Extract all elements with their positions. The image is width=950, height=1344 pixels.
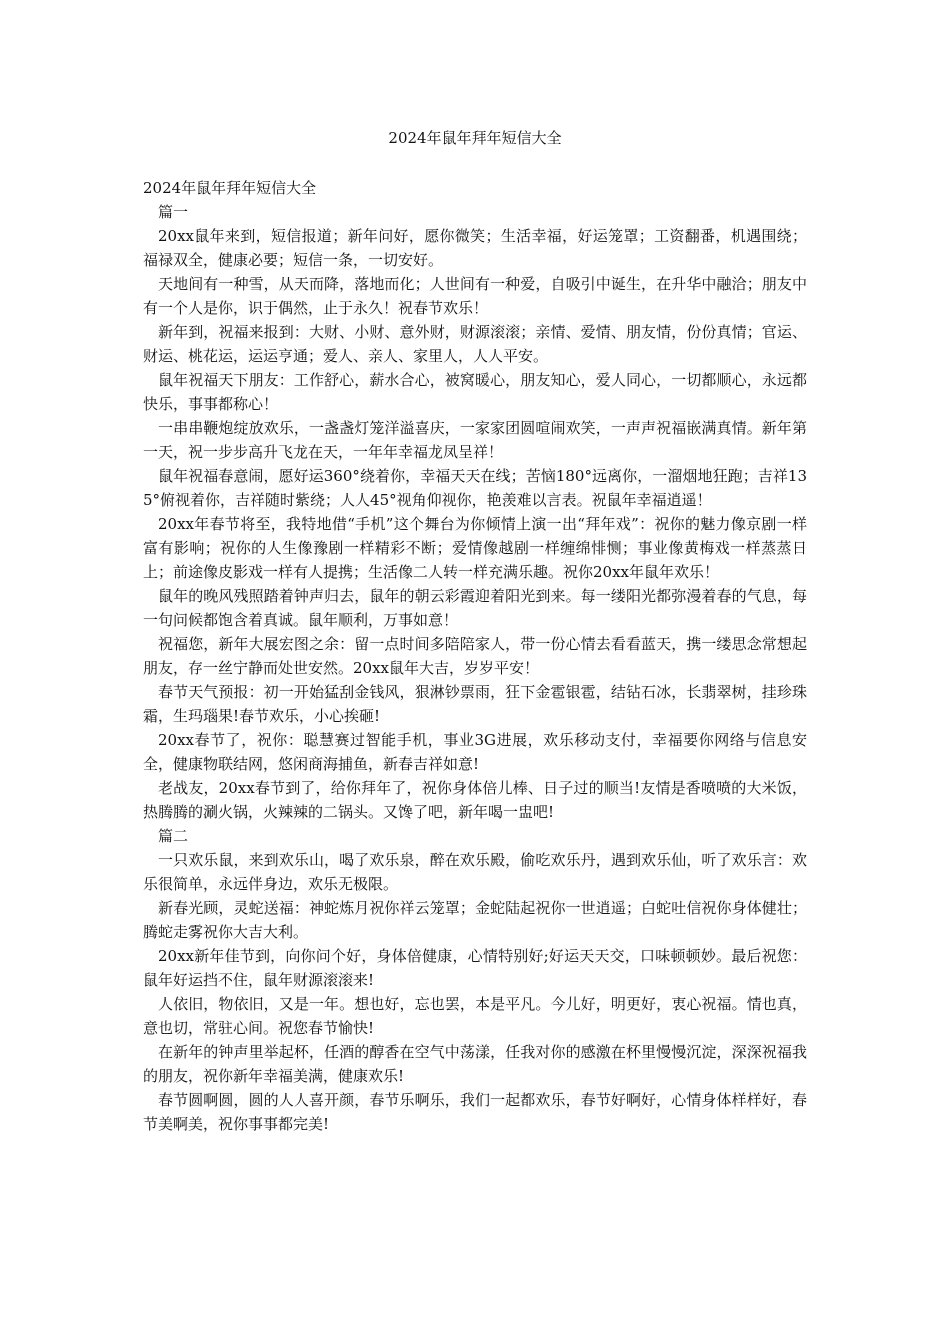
paragraph: 新春光顾，灵蛇送福：神蛇炼月祝你祥云笼罩；金蛇陆起祝你一世逍遥；白蛇吐信祝你身体健壮；腾蛇走雾祝你大吉大利。 bbox=[143, 899, 807, 941]
paragraph: 20xx春节了，祝你：聪慧赛过智能手机，事业3G进展，欢乐移动支付，幸福要你网络与信息安全，健康物联结网，悠闲商海捕鱼，新春吉祥如意! bbox=[143, 731, 807, 773]
paragraph: 鼠年祝福天下朋友：工作舒心，薪水合心，被窝暖心，朋友知心，爱人同心，一切都顺心，永远都快乐，事事都称心！ bbox=[143, 371, 807, 413]
paragraph: 老战友，20xx春节到了，给你拜年了，祝你身体倍儿棒、日子过的顺当!友情是香喷喷的大米饭，热腾腾的涮火锅，火辣辣的二锅头。又馋了吧，新年喝一盅吧! bbox=[143, 779, 807, 821]
paragraph: 鼠年祝福春意闹，愿好运360°绕着你，幸福天天在线；苦恼180°远离你，一溜烟地狂跑；吉祥135°俯视着你，吉祥随时紫绕；人人45°视角仰视你，艳羡难以言表。祝鼠年幸福逍遥！ bbox=[143, 467, 807, 509]
paragraph: 20xx鼠年来到，短信报道；新年问好，愿你微笑；生活幸福，好运笼罩；工资翻番，机遇围绕；福禄双全，健康必要；短信一条，一切安好。 bbox=[143, 227, 807, 269]
document-subtitle: 2024年鼠年拜年短信大全 bbox=[143, 179, 317, 197]
paragraph: 人依旧，物依旧，又是一年。想也好，忘也罢，本是平凡。今儿好，明更好，衷心祝福。情也真，意也切，常驻心间。祝您春节愉快! bbox=[143, 995, 807, 1037]
document-title: 2024年鼠年拜年短信大全 bbox=[388, 129, 562, 147]
paragraph: 祝福您，新年大展宏图之余：留一点时间多陪陪家人，带一份心情去看看蓝天，携一缕思念常想起朋友，存一丝宁静而处世安然。20xx鼠年大吉，岁岁平安！ bbox=[143, 635, 807, 677]
paragraph: 天地间有一种雪，从天而降，落地而化；人世间有一种爱，自吸引中诞生，在升华中融洽；朋友中有一个人是你，识于偶然，止于永久！祝春节欢乐！ bbox=[143, 275, 807, 317]
document-body bbox=[143, 176, 807, 1136]
paragraph: 春节圆啊圆，圆的人人喜开颜，春节乐啊乐，我们一起都欢乐，春节好啊好，心情身体样样好，春节美啊美，祝你事事都完美! bbox=[143, 1091, 807, 1133]
paragraph: 鼠年的晚风残照踏着钟声归去，鼠年的朝云彩霞迎着阳光到来。每一缕阳光都弥漫着春的气息，每一句问候都饱含着真诚。鼠年顺利，万事如意！ bbox=[143, 587, 807, 629]
paragraph: 一只欢乐鼠，来到欢乐山，喝了欢乐泉，醉在欢乐殿，偷吃欢乐丹，遇到欢乐仙，听了欢乐言：欢乐很简单，永远伴身边，欢乐无极限。 bbox=[143, 851, 807, 893]
paragraph: 新年到，祝福来报到：大财、小财、意外财，财源滚滚；亲情、爱情、朋友情，份份真情；官运、财运、桃花运，运运亨通；爱人、亲人、家里人，人人平安。 bbox=[143, 323, 807, 365]
section-heading-2: 篇二 bbox=[158, 827, 189, 845]
section-heading-1: 篇一 bbox=[158, 203, 189, 221]
paragraph: 一串串鞭炮绽放欢乐，一盏盏灯笼洋溢喜庆，一家家团圆喧闹欢笑，一声声祝福嵌满真情。新年第一天，祝一步步高升飞龙在天，一年年幸福龙凤呈祥！ bbox=[143, 419, 807, 461]
paragraph: 20xx新年佳节到，向你问个好，身体倍健康，心情特别好;好运天天交，口味顿顿妙。最后祝您：鼠年好运挡不住，鼠年财源滚滚来! bbox=[143, 947, 807, 989]
paragraph: 春节天气预报：初一开始猛刮金钱风，狠淋钞票雨，狂下金雹银雹，结钻石冰，长翡翠树，挂珍珠霜，生玛瑙果!春节欢乐，小心挨砸! bbox=[143, 683, 807, 725]
paragraph: 20xx年春节将至，我特地借“手机”这个舞台为你倾情上演一出“拜年戏”：祝你的魅力像京剧一样富有影响；祝你的人生像豫剧一样精彩不断；爱情像越剧一样缠绵悱恻；事业像黄梅戏一样蒸蒸日上；前途像皮影戏一样有人提携；生活像二人转一样充满乐趣。祝你20xx年鼠年欢乐！ bbox=[143, 515, 807, 581]
paragraph: 在新年的钟声里举起杯，任酒的醇香在空气中荡漾，任我对你的感激在杯里慢慢沉淀，深深祝福我的朋友，祝你新年幸福美满，健康欢乐! bbox=[143, 1043, 807, 1085]
